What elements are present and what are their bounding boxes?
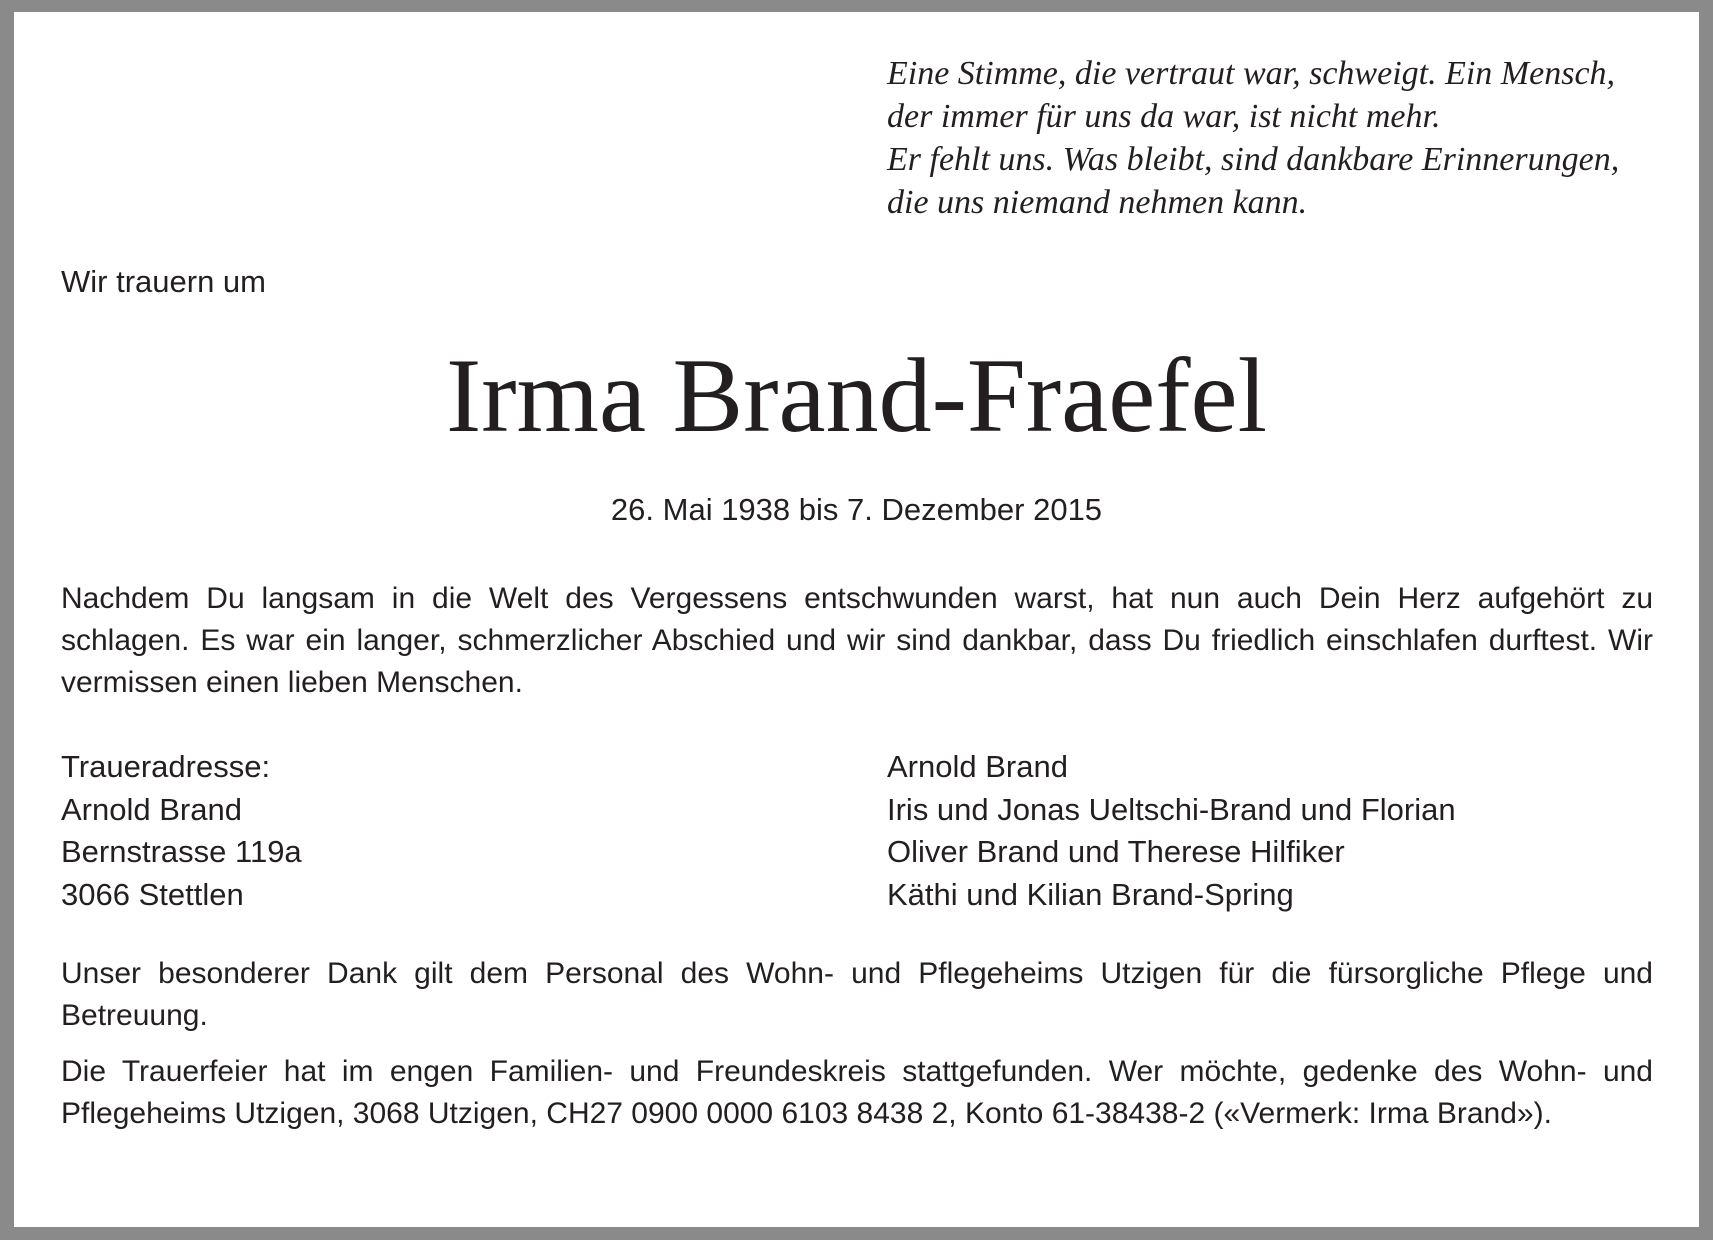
address-heading: Traueradresse: xyxy=(61,749,271,784)
thanks-paragraph: Unser besonderer Dank gilt dem Personal des Wohn- und Pflegeheims Utzigen für die fürsorgliche Pflege und Betreuung. xyxy=(61,957,1653,1032)
deceased-name: Irma Brand-Fraefel xyxy=(445,337,1268,454)
obituary-page xyxy=(14,12,1699,1227)
mourner-entry: Oliver Brand und Therese Hilfiker xyxy=(887,834,1345,869)
poem-line: der immer für uns da war, ist nicht mehr. xyxy=(887,98,1441,135)
mourners-list xyxy=(887,746,1456,916)
poem-line: die uns niemand nehmen kann. xyxy=(887,184,1308,221)
poem-line: Er fehlt uns. Was bleibt, sind dankbare Erinnerungen, xyxy=(887,141,1620,178)
farewell-paragraph: Nachdem Du langsam in die Welt des Vergessens entschwunden warst, hat nun auch Dein Herz aufgehört zu schlagen. Es war ein langer, schmerzlicher Abschied und wir sind dankbar, dass Du friedlich einschlafen durftest. Wir vermissen einen lieben Menschen. xyxy=(61,582,1653,699)
funeral-paragraph: Die Trauerfeier hat im engen Familien- und Freundeskreis stattgefunden. Wer möchte, gedenke des Wohn- und Pflegeheims Utzigen, 3068 Utzigen, CH27 0900 0000 6103 8438 2, Konto 61-38438-2 («Vermerk: Irma Brand»). xyxy=(61,1055,1653,1130)
life-dates: 26. Mai 1938 bis 7. Dezember 2015 xyxy=(610,492,1103,527)
mourner-entry: Käthi und Kilian Brand-Spring xyxy=(887,876,1294,912)
mourner-entry: Arnold Brand xyxy=(887,749,1068,784)
mourner-entry: Iris und Jonas Ueltschi-Brand und Florian xyxy=(887,791,1456,827)
address-name: Arnold Brand xyxy=(61,791,242,827)
poem-block xyxy=(887,52,1647,224)
address-city: 3066 Stettlen xyxy=(61,876,244,912)
mourning-address xyxy=(61,746,302,916)
address-street: Bernstrasse 119a xyxy=(61,834,302,869)
intro-text: Wir trauern um xyxy=(61,264,266,299)
poem-line: Eine Stimme, die vertraut war, schweigt. Ein Mensch, xyxy=(887,55,1616,92)
